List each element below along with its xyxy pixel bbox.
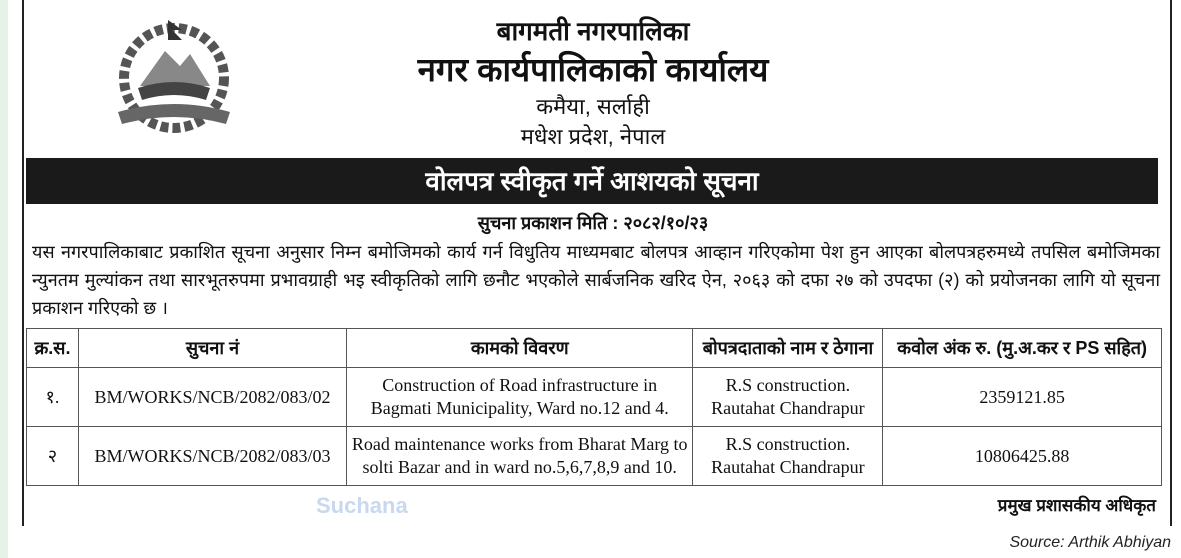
office-location: कमैया, सर्लाही <box>536 94 650 119</box>
watermark: Suchana <box>316 493 408 518</box>
letterhead <box>26 14 1160 152</box>
bid-table <box>26 328 1162 486</box>
page-edge <box>0 0 8 558</box>
notice-title: वोलपत्र स्वीकृत गर्ने आशयको सूचना <box>26 158 1158 204</box>
description-line: solti Bazar and in ward no.5,6,7,8,9 and 10. <box>362 457 677 477</box>
table-header-row <box>27 329 1162 368</box>
signatory: प्रमुख प्रशासकीय अधिकृत <box>997 496 1156 515</box>
cell-description <box>346 368 693 427</box>
table-row <box>27 368 1162 427</box>
cell-amount: 10806425.88 <box>883 427 1162 486</box>
bidder-name: R.S construction. <box>725 434 851 454</box>
description-line: Bagmati Municipality, Ward no.12 and 4. <box>370 398 669 418</box>
cell-bidder <box>693 368 883 427</box>
publish-date: सुचना प्रकाशन मिति : २०८२/१०/२३ <box>477 213 709 233</box>
col-header-notice-no: सुचना नं <box>78 329 346 368</box>
table-row <box>27 427 1162 486</box>
cell-description <box>346 427 693 486</box>
cell-amount: 2359121.85 <box>883 368 1162 427</box>
cell-notice-no: BM/WORKS/NCB/2082/083/02 <box>78 368 346 427</box>
col-header-description: कामको विवरण <box>346 329 693 368</box>
description-line: Road maintenance works from Bharat Marg to <box>351 434 688 454</box>
office-name: नगर कार्यपालिकाको कार्यालय <box>417 51 769 88</box>
bidder-name: R.S construction. <box>725 375 851 395</box>
cell-bidder <box>693 427 883 486</box>
notice-frame <box>22 0 1172 526</box>
source-credit: Source: Arthik Abhiyan <box>1009 534 1171 551</box>
bidder-address: Rautahat Chandrapur <box>711 457 865 477</box>
col-header-sn: क्र.स. <box>27 329 79 368</box>
notice-body: यस नगरपालिकाबाट प्रकाशित सूचना अनुसार निम्न बमोजिमको कार्य गर्न विधुतिय माध्यमबाट बोलपत्र आव्हान गरिएकोमा पेश हुन आएका बोलपत्रहरुमध्ये तपसिल बमोजिमका न्युनतम मुल्यांकन तथा सारभूतरुपमा प्रभावग्राही भइ स्वीकृतिको लागि छनौट भएकोले सार्बजनिक खरिद ऐन, २०६३ को दफा २७ को उपदफा (२) को प्रयोजनका लागि यो सूचना प्रकाशन गरिएको छ । <box>32 242 1160 318</box>
office-province: मधेश प्रदेश, नेपाल <box>520 124 666 149</box>
government-emblem-logo <box>110 16 238 134</box>
bidder-address: Rautahat Chandrapur <box>711 398 865 418</box>
cell-notice-no: BM/WORKS/NCB/2082/083/03 <box>78 427 346 486</box>
municipality-name: बागमती नगरपालिका <box>496 16 690 46</box>
cell-sn: १. <box>27 368 79 427</box>
notice-footer <box>26 492 1162 520</box>
col-header-bidder: बोपत्रदाताको नाम र ठेगाना <box>693 329 883 368</box>
cell-sn: २ <box>27 427 79 486</box>
description-line: Construction of Road infrastructure in <box>382 375 658 395</box>
col-header-amount: कवोल अंक रु. (मु.अ.कर र PS सहित) <box>883 329 1162 368</box>
